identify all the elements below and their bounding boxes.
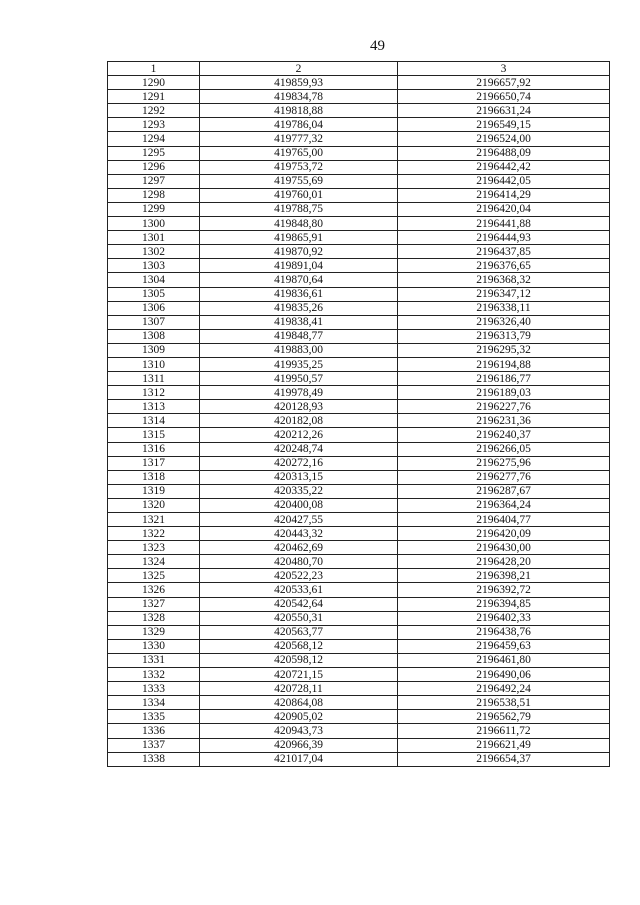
table-row xyxy=(108,76,610,90)
x-coordinate-cell: 420721,15 xyxy=(200,668,398,682)
y-coordinate-cell: 2196392,72 xyxy=(398,583,610,597)
y-coordinate-cell: 2196338,11 xyxy=(398,301,610,315)
point-number-cell: 1308 xyxy=(108,329,200,343)
y-coordinate-cell: 2196657,92 xyxy=(398,76,610,90)
table-row xyxy=(108,259,610,273)
point-number-cell: 1326 xyxy=(108,583,200,597)
x-coordinate-cell: 419848,77 xyxy=(200,329,398,343)
table-body xyxy=(108,76,610,767)
table-row xyxy=(108,428,610,442)
table-row xyxy=(108,611,610,625)
y-coordinate-cell: 2196194,88 xyxy=(398,357,610,371)
y-coordinate-cell: 2196611,72 xyxy=(398,724,610,738)
x-coordinate-cell: 420182,08 xyxy=(200,414,398,428)
point-number-cell: 1315 xyxy=(108,428,200,442)
y-coordinate-cell: 2196266,05 xyxy=(398,442,610,456)
y-coordinate-cell: 2196621,49 xyxy=(398,738,610,752)
y-coordinate-cell: 2196189,03 xyxy=(398,386,610,400)
x-coordinate-cell: 420943,73 xyxy=(200,724,398,738)
point-number-cell: 1336 xyxy=(108,724,200,738)
point-number-cell: 1319 xyxy=(108,484,200,498)
x-coordinate-cell: 420568,12 xyxy=(200,639,398,653)
x-coordinate-cell: 419865,91 xyxy=(200,231,398,245)
table-row xyxy=(108,329,610,343)
y-coordinate-cell: 2196398,21 xyxy=(398,569,610,583)
x-coordinate-cell: 420480,70 xyxy=(200,555,398,569)
x-coordinate-cell: 420542,64 xyxy=(200,597,398,611)
y-coordinate-cell: 2196492,24 xyxy=(398,682,610,696)
table-row xyxy=(108,752,610,766)
point-number-cell: 1296 xyxy=(108,160,200,174)
table-row xyxy=(108,541,610,555)
point-number-cell: 1297 xyxy=(108,174,200,188)
x-coordinate-cell: 419870,92 xyxy=(200,245,398,259)
table-row xyxy=(108,555,610,569)
point-number-cell: 1298 xyxy=(108,188,200,202)
point-number-cell: 1312 xyxy=(108,386,200,400)
table-row xyxy=(108,527,610,541)
point-number-cell: 1338 xyxy=(108,752,200,766)
point-number-cell: 1302 xyxy=(108,245,200,259)
table-row xyxy=(108,668,610,682)
point-number-cell: 1321 xyxy=(108,513,200,527)
x-coordinate-cell: 419755,69 xyxy=(200,174,398,188)
point-number-cell: 1314 xyxy=(108,414,200,428)
y-coordinate-cell: 2196562,79 xyxy=(398,710,610,724)
table-row xyxy=(108,273,610,287)
x-coordinate-cell: 420533,61 xyxy=(200,583,398,597)
y-coordinate-cell: 2196240,37 xyxy=(398,428,610,442)
table-row xyxy=(108,513,610,527)
y-coordinate-cell: 2196275,96 xyxy=(398,456,610,470)
y-coordinate-cell: 2196428,20 xyxy=(398,555,610,569)
x-coordinate-cell: 420864,08 xyxy=(200,696,398,710)
x-coordinate-cell: 420128,93 xyxy=(200,400,398,414)
x-coordinate-cell: 420272,16 xyxy=(200,456,398,470)
y-coordinate-cell: 2196364,24 xyxy=(398,498,610,512)
point-number-cell: 1318 xyxy=(108,470,200,484)
x-coordinate-cell: 419835,26 xyxy=(200,301,398,315)
table-row xyxy=(108,343,610,357)
y-coordinate-cell: 2196442,42 xyxy=(398,160,610,174)
table-row xyxy=(108,569,610,583)
x-coordinate-cell: 420728,11 xyxy=(200,682,398,696)
y-coordinate-cell: 2196524,00 xyxy=(398,132,610,146)
coordinates-table xyxy=(107,61,610,767)
y-coordinate-cell: 2196538,51 xyxy=(398,696,610,710)
table-row xyxy=(108,217,610,231)
point-number-cell: 1299 xyxy=(108,202,200,216)
y-coordinate-cell: 2196295,32 xyxy=(398,343,610,357)
point-number-cell: 1328 xyxy=(108,611,200,625)
y-coordinate-cell: 2196404,77 xyxy=(398,513,610,527)
table-row xyxy=(108,386,610,400)
point-number-cell: 1332 xyxy=(108,668,200,682)
table-row xyxy=(108,625,610,639)
table-row xyxy=(108,174,610,188)
point-number-cell: 1333 xyxy=(108,682,200,696)
table-row xyxy=(108,682,610,696)
y-coordinate-cell: 2196461,80 xyxy=(398,653,610,667)
table-row xyxy=(108,710,610,724)
x-coordinate-cell: 420400,08 xyxy=(200,498,398,512)
x-coordinate-cell: 419760,01 xyxy=(200,188,398,202)
y-coordinate-cell: 2196442,05 xyxy=(398,174,610,188)
x-coordinate-cell: 420550,31 xyxy=(200,611,398,625)
table-header xyxy=(108,62,610,76)
table-row xyxy=(108,372,610,386)
x-coordinate-cell: 420212,26 xyxy=(200,428,398,442)
y-coordinate-cell: 2196227,76 xyxy=(398,400,610,414)
table-row xyxy=(108,315,610,329)
x-coordinate-cell: 419786,04 xyxy=(200,118,398,132)
point-number-cell: 1327 xyxy=(108,597,200,611)
point-number-cell: 1316 xyxy=(108,442,200,456)
point-number-cell: 1295 xyxy=(108,146,200,160)
y-coordinate-cell: 2196231,36 xyxy=(398,414,610,428)
x-coordinate-cell: 419838,41 xyxy=(200,315,398,329)
point-number-cell: 1290 xyxy=(108,76,200,90)
x-coordinate-cell: 419836,61 xyxy=(200,287,398,301)
table-row xyxy=(108,456,610,470)
table-row xyxy=(108,231,610,245)
y-coordinate-cell: 2196420,09 xyxy=(398,527,610,541)
y-coordinate-cell: 2196414,29 xyxy=(398,188,610,202)
x-coordinate-cell: 419848,80 xyxy=(200,217,398,231)
point-number-cell: 1322 xyxy=(108,527,200,541)
x-coordinate-cell: 419935,25 xyxy=(200,357,398,371)
table-row xyxy=(108,400,610,414)
point-number-cell: 1292 xyxy=(108,104,200,118)
table-row xyxy=(108,414,610,428)
point-number-cell: 1301 xyxy=(108,231,200,245)
x-coordinate-cell: 420905,02 xyxy=(200,710,398,724)
point-number-cell: 1291 xyxy=(108,90,200,104)
x-coordinate-cell: 419777,32 xyxy=(200,132,398,146)
point-number-cell: 1320 xyxy=(108,498,200,512)
point-number-cell: 1300 xyxy=(108,217,200,231)
x-coordinate-cell: 419818,88 xyxy=(200,104,398,118)
x-coordinate-cell: 420598,12 xyxy=(200,653,398,667)
x-coordinate-cell: 420563,77 xyxy=(200,625,398,639)
x-coordinate-cell: 420462,69 xyxy=(200,541,398,555)
point-number-cell: 1294 xyxy=(108,132,200,146)
x-coordinate-cell: 419859,93 xyxy=(200,76,398,90)
x-coordinate-cell: 419870,64 xyxy=(200,273,398,287)
y-coordinate-cell: 2196326,40 xyxy=(398,315,610,329)
table-row xyxy=(108,470,610,484)
y-coordinate-cell: 2196444,93 xyxy=(398,231,610,245)
table-row xyxy=(108,357,610,371)
y-coordinate-cell: 2196420,04 xyxy=(398,202,610,216)
table-row xyxy=(108,653,610,667)
table-row xyxy=(108,696,610,710)
y-coordinate-cell: 2196459,63 xyxy=(398,639,610,653)
y-coordinate-cell: 2196186,77 xyxy=(398,372,610,386)
table-row xyxy=(108,90,610,104)
x-coordinate-cell: 419834,78 xyxy=(200,90,398,104)
table-row xyxy=(108,202,610,216)
y-coordinate-cell: 2196368,32 xyxy=(398,273,610,287)
point-number-cell: 1325 xyxy=(108,569,200,583)
y-coordinate-cell: 2196490,06 xyxy=(398,668,610,682)
y-coordinate-cell: 2196438,76 xyxy=(398,625,610,639)
point-number-cell: 1331 xyxy=(108,653,200,667)
x-coordinate-cell: 420522,23 xyxy=(200,569,398,583)
y-coordinate-cell: 2196650,74 xyxy=(398,90,610,104)
header-cell-x: 2 xyxy=(200,62,398,76)
x-coordinate-cell: 419950,57 xyxy=(200,372,398,386)
x-coordinate-cell: 421017,04 xyxy=(200,752,398,766)
point-number-cell: 1317 xyxy=(108,456,200,470)
y-coordinate-cell: 2196402,33 xyxy=(398,611,610,625)
x-coordinate-cell: 420313,15 xyxy=(200,470,398,484)
table-row xyxy=(108,301,610,315)
x-coordinate-cell: 419753,72 xyxy=(200,160,398,174)
table-row xyxy=(108,442,610,456)
y-coordinate-cell: 2196488,09 xyxy=(398,146,610,160)
point-number-cell: 1311 xyxy=(108,372,200,386)
table-row xyxy=(108,245,610,259)
y-coordinate-cell: 2196394,85 xyxy=(398,597,610,611)
table-row xyxy=(108,146,610,160)
x-coordinate-cell: 419978,49 xyxy=(200,386,398,400)
y-coordinate-cell: 2196376,65 xyxy=(398,259,610,273)
table-row xyxy=(108,118,610,132)
table-row xyxy=(108,738,610,752)
table-row xyxy=(108,639,610,653)
point-number-cell: 1306 xyxy=(108,301,200,315)
page-number: 49 xyxy=(370,38,385,54)
point-number-cell: 1335 xyxy=(108,710,200,724)
table-row xyxy=(108,597,610,611)
point-number-cell: 1337 xyxy=(108,738,200,752)
table-row xyxy=(108,132,610,146)
point-number-cell: 1313 xyxy=(108,400,200,414)
y-coordinate-cell: 2196347,12 xyxy=(398,287,610,301)
x-coordinate-cell: 420427,55 xyxy=(200,513,398,527)
y-coordinate-cell: 2196441,88 xyxy=(398,217,610,231)
point-number-cell: 1305 xyxy=(108,287,200,301)
x-coordinate-cell: 419891,04 xyxy=(200,259,398,273)
x-coordinate-cell: 419765,00 xyxy=(200,146,398,160)
point-number-cell: 1330 xyxy=(108,639,200,653)
y-coordinate-cell: 2196437,85 xyxy=(398,245,610,259)
point-number-cell: 1303 xyxy=(108,259,200,273)
point-number-cell: 1324 xyxy=(108,555,200,569)
point-number-cell: 1309 xyxy=(108,343,200,357)
header-cell-point-number: 1 xyxy=(108,62,200,76)
x-coordinate-cell: 420335,22 xyxy=(200,484,398,498)
y-coordinate-cell: 2196313,79 xyxy=(398,329,610,343)
y-coordinate-cell: 2196654,37 xyxy=(398,752,610,766)
table-row xyxy=(108,160,610,174)
y-coordinate-cell: 2196549,15 xyxy=(398,118,610,132)
header-cell-y: 3 xyxy=(398,62,610,76)
header-row xyxy=(108,62,610,76)
table-row xyxy=(108,724,610,738)
table-row xyxy=(108,484,610,498)
table-row xyxy=(108,287,610,301)
x-coordinate-cell: 419883,00 xyxy=(200,343,398,357)
point-number-cell: 1323 xyxy=(108,541,200,555)
point-number-cell: 1310 xyxy=(108,357,200,371)
table-row xyxy=(108,104,610,118)
table-row xyxy=(108,188,610,202)
x-coordinate-cell: 420966,39 xyxy=(200,738,398,752)
table-row xyxy=(108,583,610,597)
y-coordinate-cell: 2196277,76 xyxy=(398,470,610,484)
x-coordinate-cell: 420248,74 xyxy=(200,442,398,456)
table-row xyxy=(108,498,610,512)
x-coordinate-cell: 420443,32 xyxy=(200,527,398,541)
y-coordinate-cell: 2196430,00 xyxy=(398,541,610,555)
y-coordinate-cell: 2196631,24 xyxy=(398,104,610,118)
point-number-cell: 1293 xyxy=(108,118,200,132)
point-number-cell: 1307 xyxy=(108,315,200,329)
point-number-cell: 1329 xyxy=(108,625,200,639)
y-coordinate-cell: 2196287,67 xyxy=(398,484,610,498)
point-number-cell: 1304 xyxy=(108,273,200,287)
point-number-cell: 1334 xyxy=(108,696,200,710)
x-coordinate-cell: 419788,75 xyxy=(200,202,398,216)
